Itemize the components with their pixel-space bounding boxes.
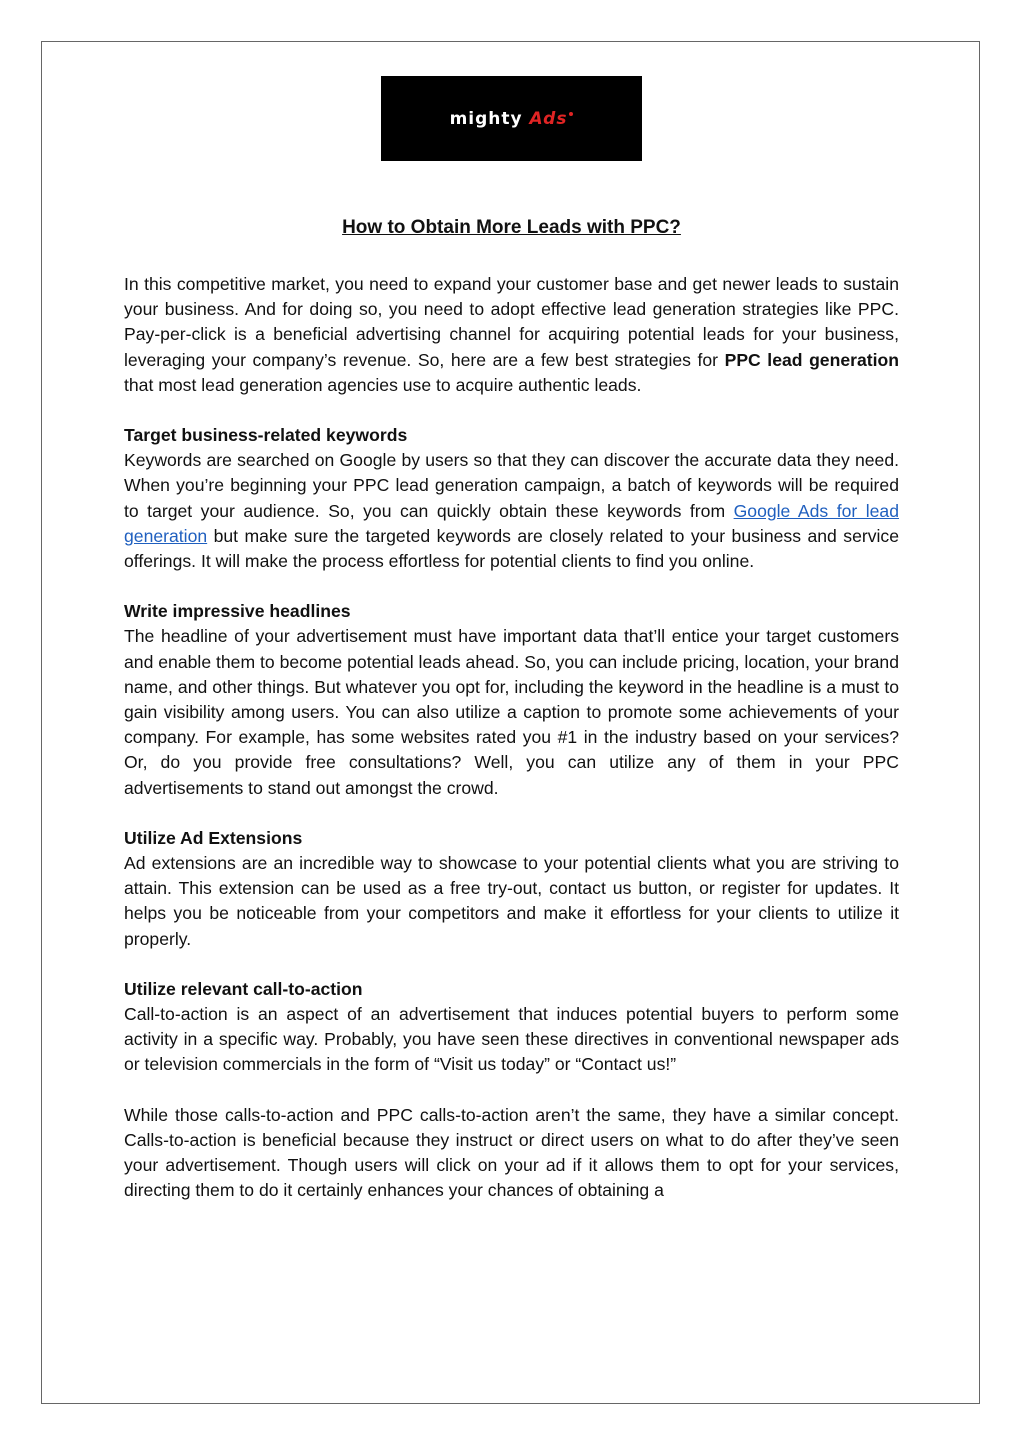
section-body: Ad extensions are an incredible way to showcase to your potential clients what you are striving to attain. This extension can be used as a free try-out, contact us button, or register for updates. It helps you be noticeable from your competitors and make it effortless for your clients to utilize it properly. [124, 853, 899, 949]
logo-word-mighty: mighty [449, 108, 523, 129]
logo-word-ads: Ads [529, 108, 568, 129]
section-body: The headline of your advertisement must have important data that’ll entice your target customers and enable them to become potential leads ahead. So, you can include pricing, location, your brand name, and other things. But whatever you opt for, including the keyword in the headline is a must to gain visibility among users. You can also utilize a caption to promote some achievements of your company. For example, has some websites rated you #1 in the industry based on your services? Or, do you provide free consultations? Well, you can utilize any of them in your PPC advertisements to stand out amongst the crowd. [124, 626, 899, 798]
section-ad-extensions [124, 826, 899, 952]
section-heading: Target business-related keywords [124, 425, 408, 446]
section-text-start: Keywords are searched on Google by users so that they can discover the accurate data they need. When you’re beginning your PPC lead generation campaign, a batch of keywords will be required to target your audience. So, you can quickly obtain these keywords from [124, 450, 899, 521]
section-heading: Utilize Ad Extensions [124, 827, 303, 848]
logo-dot-icon [569, 112, 573, 116]
intro-paragraph [124, 272, 899, 398]
section-text-end: but make sure the targeted keywords are closely related to your business and service offerings. It will make the process effortless for potential clients to find you online. [124, 525, 899, 572]
logo-text [450, 109, 574, 129]
page-title: How to Obtain More Leads with PPC? [342, 217, 681, 238]
section-call-to-action [124, 977, 899, 1078]
section-keywords [124, 423, 899, 574]
intro-bold-keyword: PPC lead generation [724, 349, 900, 370]
document-body [124, 214, 899, 1229]
mighty-ads-logo [381, 76, 642, 161]
section-heading: Utilize relevant call-to-action [124, 978, 363, 999]
section-body [124, 448, 899, 574]
google-ads-link[interactable]: Google Ads for lead generation [124, 500, 899, 546]
intro-text-start: In this competitive market, you need to expand your customer base and get newer leads to sustain your business. And for doing so, you need to adopt effective lead generation strategies like PPC. Pay-per-click is a beneficial advertising channel for acquiring potential leads for your business, leveraging your company’s revenue. So, here are a few best strategies for [124, 274, 899, 370]
intro-text-end: that most lead generation agencies use to acquire authentic leads. [124, 374, 642, 395]
section-heading: Write impressive headlines [124, 601, 351, 622]
section-headlines [124, 599, 899, 801]
section-body: Call-to-action is an aspect of an advertisement that induces potential buyers to perform some activity in a specific way. Probably, you have seen these directives in conventional newspaper ads or television commercials in the form of “Visit us today” or “Contact us!” [124, 1004, 899, 1075]
closing-paragraph: While those calls-to-action and PPC calls-to-action aren’t the same, they have a similar concept. Calls-to-action is beneficial because they instruct or direct users on what to do after they’ve seen your advertisement. Though users will click on your ad if it allows them to opt for your services, directing them to do it certainly enhances your chances of obtaining a [124, 1104, 899, 1201]
